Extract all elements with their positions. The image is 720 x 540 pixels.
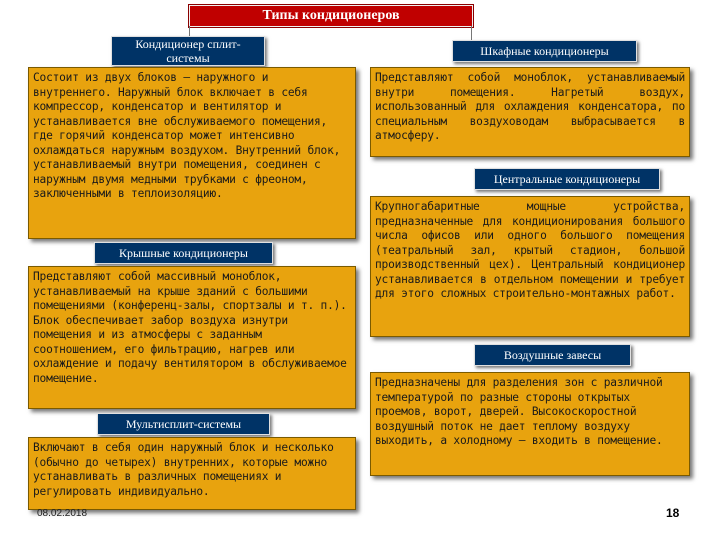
split-system-text: Состоит из двух блоков — наружного и внутреннего. Наружный блок включает в себя компрессор, конденсатор и вентилятор и устанавливается вне обслуживаемого помещения, где горячий конденсатор может интенсивно охлаждаться наружным воздухом. Внутренний блок, устанавливаемый внутри помещения, соединен с наружным двумя медными трубками с фреоном, заключенными в теплоизоляцию. xyxy=(28,67,356,239)
cabinet-conditioner-label: Шкафные кондиционеры xyxy=(452,40,637,62)
split-system-label: Кондиционер сплит-системы xyxy=(111,36,265,66)
slide-title: Типы кондиционеров xyxy=(189,5,473,27)
air-curtains-text: Предназначены для разделения зон с различной температурой по разные стороны открытых проемов, ворот, дверей. Высокоскоростной воздушный поток не дает теплому воздуху выходить, а холодному — входить в помещение. xyxy=(370,372,690,476)
roof-conditioner-text: Представляют собой массивный моноблок, устанавливаемый на крыше зданий с большими помещениями (конференц-залы, спортзалы и т. п.). Блок обеспечивает забор воздуха изнутри помещения и из атмосферы с заданным соотношением, его фильтрацию, нагрев или охлаждение и подачу вентилятором в обслуживаемое помещение. xyxy=(28,266,356,409)
connector-line xyxy=(471,26,472,40)
connector-line xyxy=(189,26,190,36)
roof-conditioner-label: Крышные кондиционеры xyxy=(94,242,273,264)
multisplit-text: Включают в себя один наружный блок и несколько (обычно до четырех) внутренних, которые можно устанавливать в различных помещениях и регулировать индивидуально. xyxy=(28,437,356,510)
central-conditioner-label: Центральные кондиционеры xyxy=(474,168,660,190)
multisplit-label: Мультисплит-системы xyxy=(97,413,270,435)
cabinet-conditioner-text: Представляют собой моноблок, устанавливаемый внутри помещения. Нагретый воздух, использованный для охлаждения конденсатора, по специальным воздуховодам выбрасывается в атмосферу. xyxy=(370,67,690,157)
central-conditioner-text: Крупногабаритные мощные устройства, предназначенные для кондиционирования большого числа офисов или одного большого помещения (театральный зал, крытый стадион, большой производственный цех). Центральный кондиционер устанавливается в отдельном помещении и требует для этого сложных строительно-монтажных работ. xyxy=(370,196,690,337)
air-curtains-label: Воздушные завесы xyxy=(474,344,631,366)
slide-date: 08.02.2018 xyxy=(37,508,88,519)
page-number: 18 xyxy=(666,506,680,520)
